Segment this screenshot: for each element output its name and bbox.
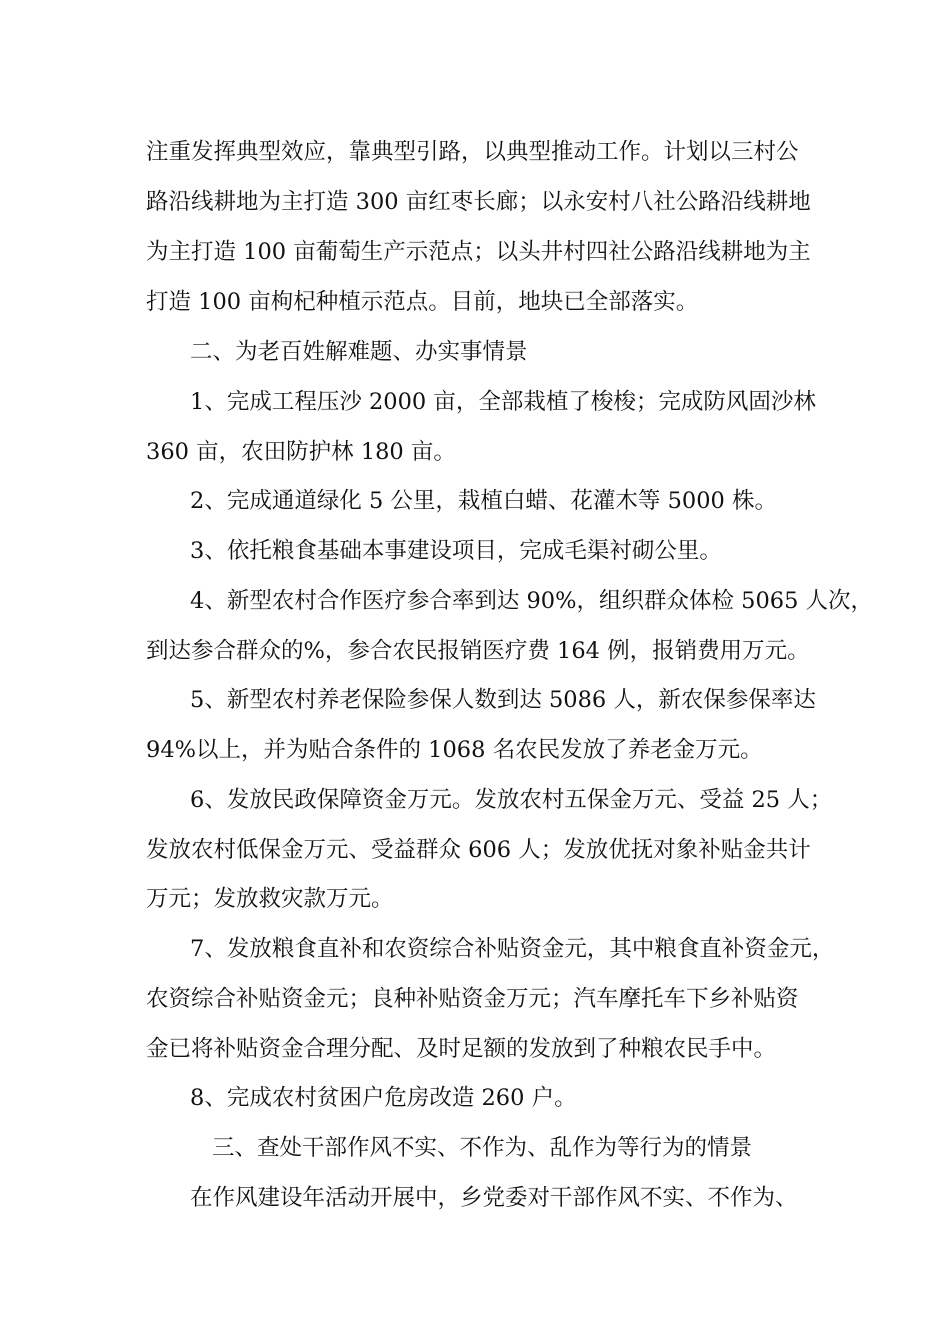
text-line: 5、新型农村养老保险参保人数到达 5086 人，新农保参保率达 [190, 687, 816, 713]
text-line: 万元；发放救灾款万元。 [146, 886, 394, 912]
text-line: 2、完成通道绿化 5 公里，栽植白蜡、花灌木等 5000 株。 [190, 488, 778, 514]
text-line: 金已将补贴资金合理分配、及时足额的发放到了种粮农民手中。 [146, 1036, 777, 1062]
text-line: 打造 100 亩枸杞种植示范点。目前，地块已全部落实。 [146, 289, 699, 315]
text-line: 7、发放粮食直补和农资综合补贴资金元，其中粮食直补资金元， [190, 936, 835, 962]
text-line: 路沿线耕地为主打造 300 亩红枣长廊；以永安村八社公路沿线耕地 [146, 189, 811, 215]
text-line: 94%以上，并为贴合条件的 1068 名农民发放了养老金万元。 [146, 737, 763, 763]
section-heading: 三、查处干部作风不实、不作为、乱作为等行为的情景 [212, 1135, 753, 1161]
text-line: 6、发放民政保障资金万元。发放农村五保金万元、受益 25 人； [190, 787, 833, 813]
text-line: 360 亩，农田防护林 180 亩。 [146, 439, 456, 465]
text-line: 注重发挥典型效应，靠典型引路，以典型推动工作。计划以三村公 [146, 139, 799, 165]
text-line: 到达参合群众的%，参合农民报销医疗费 164 例，报销费用万元。 [146, 638, 810, 664]
text-line: 8、完成农村贫困户危房改造 260 户。 [190, 1085, 577, 1111]
text-line: 1、完成工程压沙 2000 亩，全部栽植了梭梭；完成防风固沙林 [190, 389, 816, 415]
text-line: 在作风建设年活动开展中，乡党委对干部作风不实、不作为、 [190, 1185, 798, 1211]
text-line: 3、依托粮食基础本事建设项目，完成毛渠衬砌公里。 [190, 538, 722, 564]
section-heading: 二、为老百姓解难题、办实事情景 [190, 339, 528, 365]
text-line: 4、新型农村合作医疗参合率到达 90%，组织群众体检 5065 人次， [190, 588, 874, 614]
text-line: 为主打造 100 亩葡萄生产示范点；以头井村四社公路沿线耕地为主 [146, 239, 811, 265]
text-line: 发放农村低保金万元、受益群众 606 人；发放优抚对象补贴金共计 [146, 837, 811, 863]
text-line: 农资综合补贴资金元；良种补贴资金万元；汽车摩托车下乡补贴资 [146, 986, 799, 1012]
